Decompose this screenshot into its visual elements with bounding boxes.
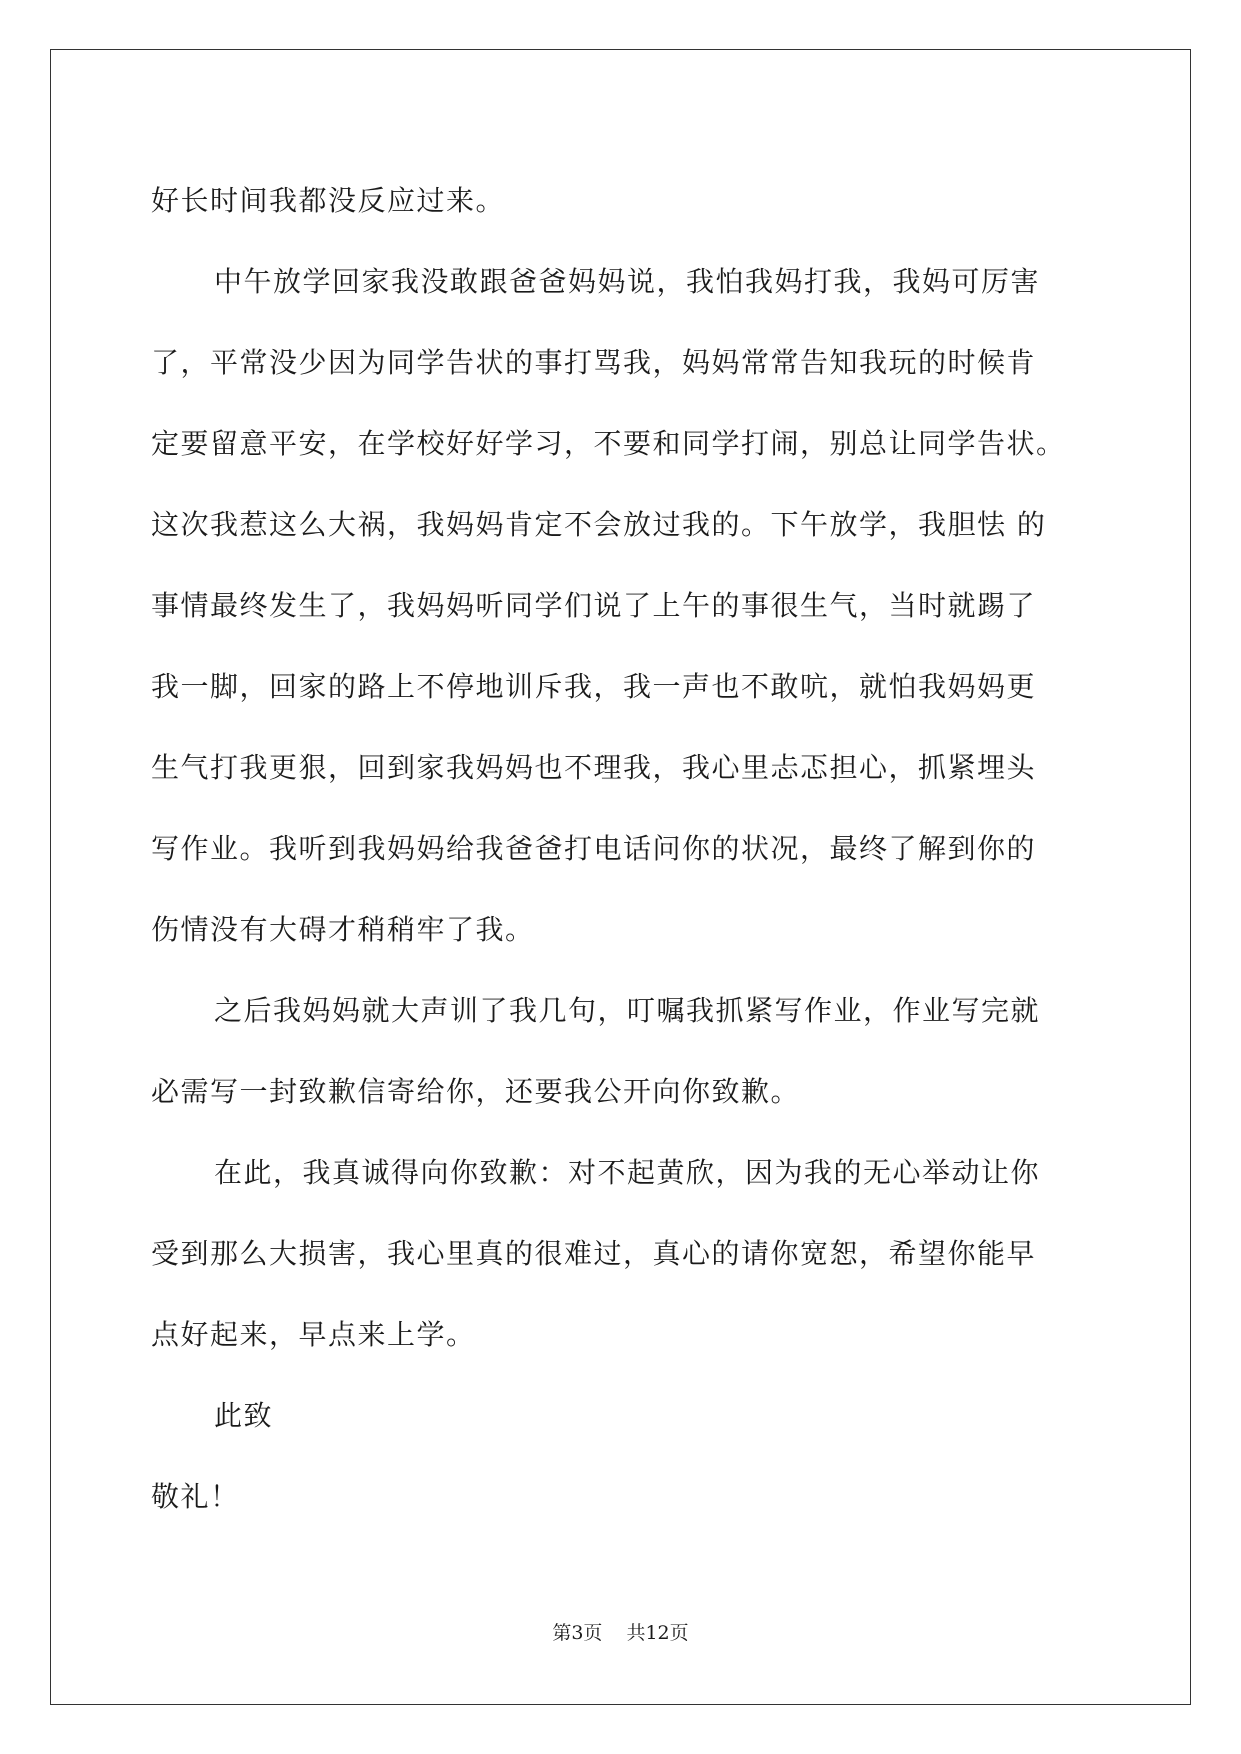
letter-body xyxy=(151,160,1091,1537)
text-line: 我一脚，回家的路上不停地训斥我，我一声也不敢吭，就怕我妈妈更 xyxy=(151,670,1037,703)
text-line: 点好起来，早点来上学。 xyxy=(151,1318,476,1351)
text-line: 生气打我更狠，回到家我妈妈也不理我，我心里忐忑担心，抓紧埋头 xyxy=(151,751,1037,784)
text-line: 必需写一封致歉信寄给你，还要我公开向你致歉。 xyxy=(151,1075,801,1108)
text-line: 好长时间我都没反应过来。 xyxy=(151,184,506,217)
text-line: 受到那么大损害，我心里真的很难过，真心的请你宽恕，希望你能早 xyxy=(151,1237,1037,1270)
text-line: 了，平常没少因为同学告状的事打骂我，妈妈常常告知我玩的时候肯 xyxy=(151,346,1037,379)
text-line: 事情最终发生了，我妈妈听同学们说了上午的事很生气，当时就踢了 xyxy=(151,589,1037,622)
text-line: 这次我惹这么大祸，我妈妈肯定不会放过我的。下午放学，我胆怯 的 xyxy=(151,508,1047,541)
text-line: 定要留意平安，在学校好好学习，不要和同学打闹，别总让同学告状。 xyxy=(151,427,1066,460)
closing-line: 此致 xyxy=(214,1399,274,1432)
page-footer xyxy=(0,1618,1241,1645)
text-line: 在此，我真诚得向你致歉：对不起黄欣，因为我的无心举动让你 xyxy=(214,1156,1041,1189)
page-total: 共12页 xyxy=(626,1622,689,1644)
text-line: 之后我妈妈就大声训了我几句，叮嘱我抓紧写作业，作业写完就 xyxy=(214,994,1041,1027)
salutation-line: 敬礼！ xyxy=(151,1480,240,1513)
page-number: 第3页 xyxy=(552,1622,603,1644)
text-line: 中午放学回家我没敢跟爸爸妈妈说，我怕我妈打我，我妈可厉害 xyxy=(214,265,1041,298)
text-line: 伤情没有大碍才稍稍牢了我。 xyxy=(151,913,535,946)
text-line: 写作业。我听到我妈妈给我爸爸打电话问你的状况，最终了解到你的 xyxy=(151,832,1037,865)
